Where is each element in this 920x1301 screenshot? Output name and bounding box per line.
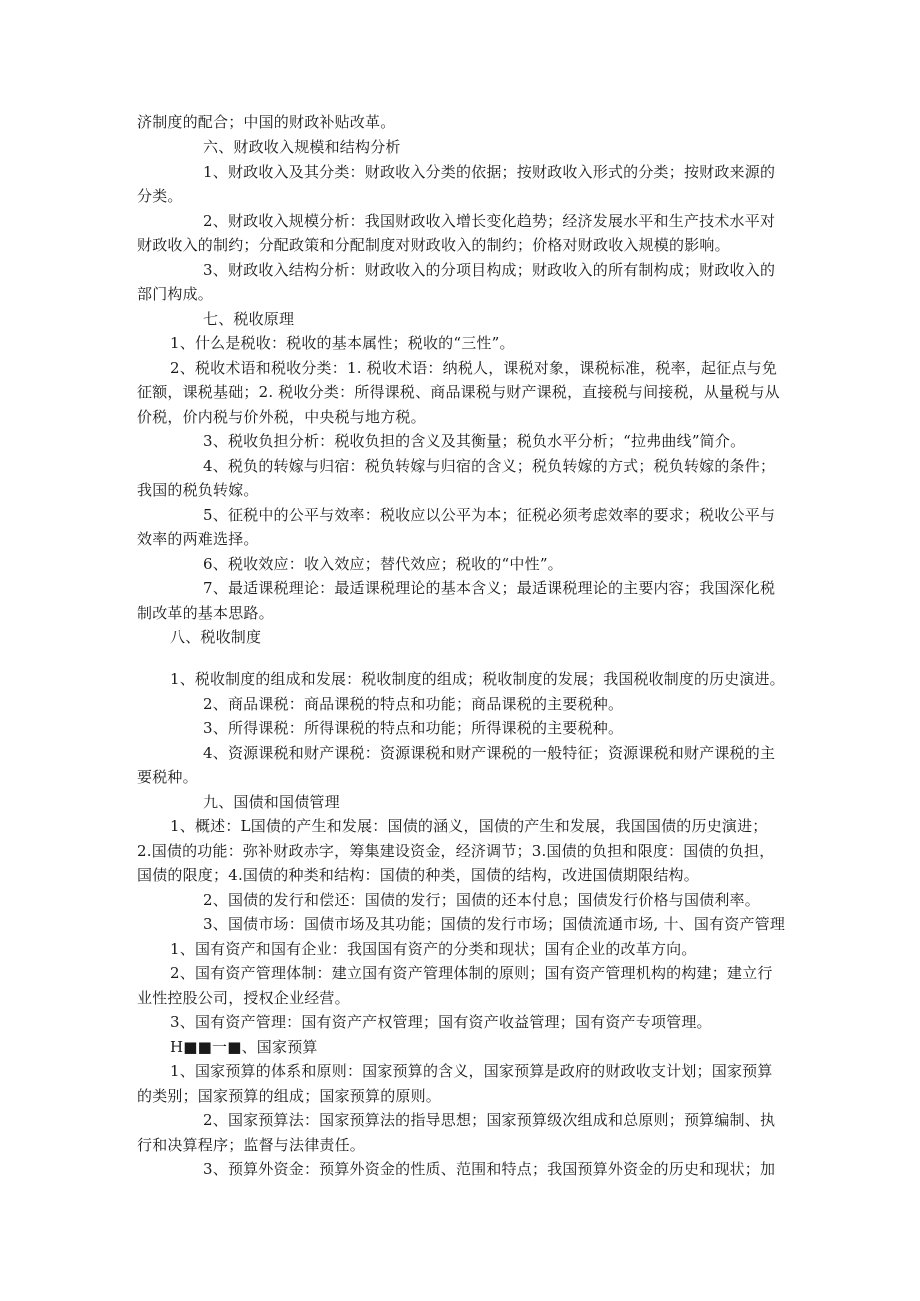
text-line: 2.国债的功能：弥补财政赤字，筹集建设资金，经济调节；3.国债的负担和限度：国债的负担，: [137, 842, 775, 860]
text-line: 2、国债的发行和偿还：国债的发行；国债的还本付息；国债发行价格与国债利率。: [203, 891, 760, 909]
text-line: 3、所得课税：所得课税的特点和功能；所得课税的主要税种。: [203, 719, 624, 737]
text-line: 7、最适课税理论：最适课税理论的基本含义；最适课税理论的主要内容；我国深化税: [203, 579, 776, 597]
text-line: 部门构成。: [137, 285, 214, 303]
text-line: 2、财政收入规模分析：我国财政收入增长变化趋势；经济发展水平和生产技术水平对: [203, 212, 776, 230]
text-line: 征额，课税基础；2. 税收分类：所得课税、商品课税与财产课税，直接税与间接税，从量税与从: [137, 383, 780, 401]
text-line: 我国的税负转嫁。: [137, 481, 259, 499]
text-line: 3、财政收入结构分析：财政收入的分项目构成；财政收入的所有制构成；财政收入的: [203, 261, 776, 279]
section-heading: H■■一■、国家预算: [170, 1038, 318, 1056]
text-line: 要税种。: [137, 768, 198, 786]
text-line: 3、预算外资金：预算外资金的性质、范围和特点；我国预算外资金的历史和现状；加: [203, 1160, 776, 1178]
text-line: 1、财政收入及其分类：财政收入分类的依据；按财政收入形式的分类；按财政来源的: [203, 163, 776, 181]
text-line: 国债的限度；4.国债的种类和结构：国债的种类，国债的结构，改进国债期限结构。: [137, 866, 699, 884]
section-heading: 七、税收原理: [203, 310, 295, 328]
text-line: 1、国家预算的体系和原则：国家预算的含义，国家预算是政府的财政收支计划；国家预算: [170, 1062, 773, 1080]
text-line: 1、概述：L国债的产生和发展：国债的涵义，国债的产生和发展，我国国债的历史演进；: [170, 817, 768, 835]
text-line: 2、国家预算法：国家预算法的指导思想；国家预算级次组成和总原则；预算编制、执: [203, 1111, 776, 1129]
text-line: 1、国有资产和国有企业：我国国有资产的分类和现状；国有企业的改革方向。: [170, 940, 697, 958]
section-heading: 九、国债和国债管理: [203, 793, 340, 811]
text-line: 财政收入的制约；分配政策和分配制度对财政收入的制约；价格对财政收入规模的影响。: [137, 236, 730, 254]
text-line: 业性控股公司，授权企业经营。: [137, 989, 350, 1007]
text-line: 1、税收制度的组成和发展：税收制度的组成；税收制度的发展；我国税收制度的历史演进。: [170, 670, 785, 688]
text-line: 5、征税中的公平与效率：税收应以公平为本；征税必须考虑效率的要求；税收公平与: [203, 506, 776, 524]
text-line: 分类。: [137, 187, 183, 205]
text-line: 效率的两难选择。: [137, 530, 259, 548]
section-heading: 八、税收制度: [170, 628, 262, 646]
text-line: 2、国有资产管理体制：建立国有资产管理体制的原则；国有资产管理机构的构建；建立行: [170, 964, 773, 982]
text-line: 3、国有资产管理：国有资产产权管理；国有资产收益管理；国有资产专项管理。: [170, 1013, 712, 1031]
text-line: 2、税收术语和税收分类：1. 税收术语：纳税人，课税对象，课税标准，税率，起征点与免: [170, 359, 778, 377]
text-line: 3、税收负担分析：税收负担的含义及其衡量；税负水平分析；“拉弗曲线”简介。: [203, 432, 746, 450]
text-line: 价税，价内税与价外税，中央税与地方税。: [137, 408, 426, 426]
text-line: 济制度的配合；中国的财政补贴改革。: [137, 113, 396, 131]
text-line: 的类别；国家预算的组成；国家预算的原则。: [137, 1087, 442, 1105]
text-line: 制改革的基本思路。: [137, 604, 274, 622]
text-line: 6、税收效应：收入效应；替代效应；税收的“中性”。: [203, 555, 563, 573]
section-heading: 六、财政收入规模和结构分析: [203, 138, 401, 156]
text-line: 4、资源课税和财产课税：资源课税和财产课税的一般特征；资源课税和财产课税的主: [203, 744, 776, 762]
text-line: 2、商品课税：商品课税的特点和功能；商品课税的主要税种。: [203, 695, 624, 713]
text-line: 3、国债市场：国债市场及其功能；国债的发行市场；国债流通市场, 十、国有资产管理: [203, 915, 786, 933]
text-line: 行和决算程序；监督与法律责任。: [137, 1136, 366, 1154]
text-line: 1、什么是税收：税收的基本属性；税收的“三性”。: [170, 334, 515, 352]
text-line: 4、税负的转嫁与归宿：税负转嫁与归宿的含义；税负转嫁的方式；税负转嫁的条件；: [203, 457, 776, 475]
